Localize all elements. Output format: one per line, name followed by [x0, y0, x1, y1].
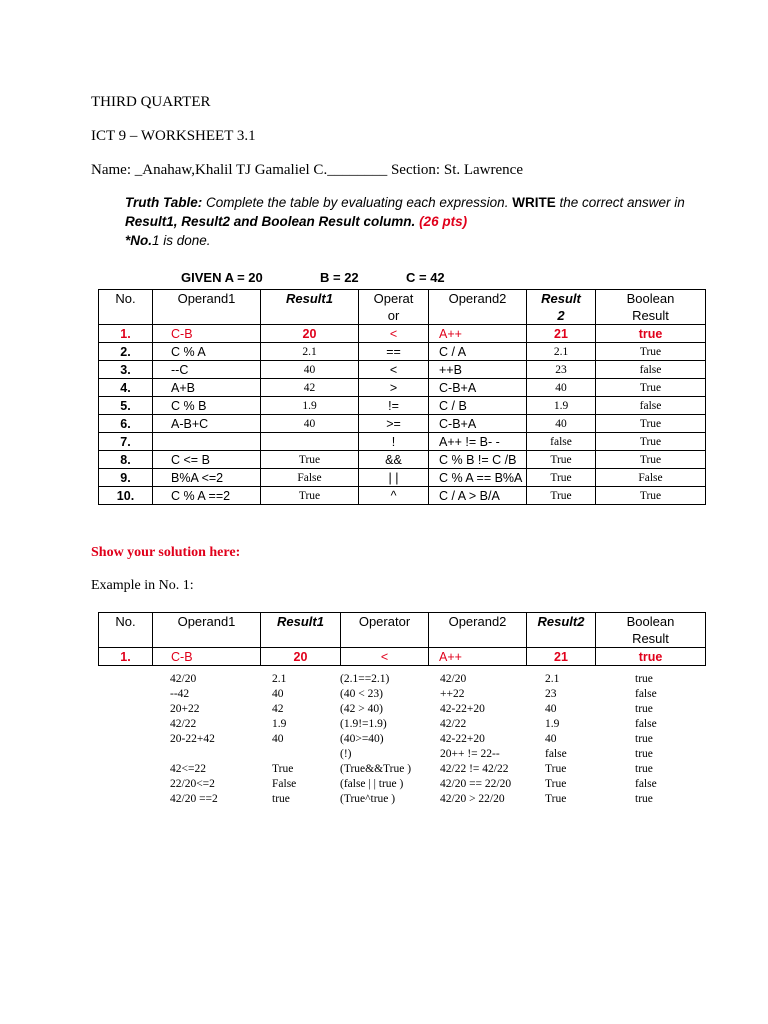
solution-line: (2.1==2.1): [340, 673, 390, 685]
row-operand2: C-B+A: [429, 379, 527, 397]
instructions-text-2: the correct answer in: [555, 195, 685, 210]
given-a: GIVEN A = 20: [181, 270, 263, 285]
solution-col-operator: [340, 672, 411, 807]
instructions-points: (26 pts): [415, 214, 468, 229]
row-operand2: A++: [429, 325, 527, 343]
solution-line: (!): [340, 748, 352, 760]
row-no: 8.: [99, 451, 153, 469]
solution-line: 40: [545, 733, 557, 745]
row-operator: >=: [359, 415, 429, 433]
row-operand1: B%A <=2: [153, 469, 261, 487]
row-operator: &&: [359, 451, 429, 469]
row-operator: | |: [359, 469, 429, 487]
header-result1: Result1: [261, 613, 341, 648]
table-row: [99, 397, 706, 415]
solution-line: false: [545, 748, 567, 760]
row-operand1: A+B: [153, 379, 261, 397]
header-operand2: Operand2: [429, 613, 527, 648]
given-c: C = 42: [406, 270, 445, 285]
solution-line: 42/20: [170, 673, 197, 685]
header-boolean-a: Boolean: [626, 291, 675, 306]
row-operator: ^: [359, 487, 429, 505]
solution-line: true: [635, 733, 653, 745]
row-operand1: A-B+C: [153, 415, 261, 433]
row-no: 5.: [99, 397, 153, 415]
row-no: 3.: [99, 361, 153, 379]
row-operator: <: [359, 325, 429, 343]
table-row: [99, 487, 706, 505]
row-result1: [261, 433, 359, 451]
truth-table: [98, 289, 706, 505]
header-operator-a: Operat: [373, 291, 414, 306]
header-result2: Result2: [527, 613, 596, 648]
header-operator: [359, 290, 429, 325]
row-operator: <: [341, 648, 429, 666]
table-row: [99, 361, 706, 379]
row-operand2: C / A: [429, 343, 527, 361]
solution-line: 42<=22: [170, 763, 206, 775]
solution-line: 23: [545, 688, 557, 700]
row-operand1: --C: [153, 361, 261, 379]
solution-line: (false | | true ): [340, 778, 404, 790]
table-row: [99, 415, 706, 433]
solution-heading: Show your solution here:: [91, 545, 241, 560]
solution-line: False: [272, 778, 297, 790]
row-result1: True: [261, 451, 359, 469]
solution-line: ++22: [440, 688, 465, 700]
instructions-line-3: [125, 233, 211, 248]
header-no: No.: [99, 290, 153, 325]
header-boolean: [596, 290, 706, 325]
instructions-text-1: Complete the table by evaluating each expression.: [202, 195, 513, 210]
row-boolean: True: [596, 415, 706, 433]
row-boolean: True: [596, 433, 706, 451]
header-result2: [527, 290, 596, 325]
row-no: 4.: [99, 379, 153, 397]
solution-line: [170, 747, 218, 762]
solution-line: 42/20: [440, 673, 467, 685]
row-result2: True: [527, 469, 596, 487]
row-boolean: true: [596, 325, 706, 343]
table-row: [99, 343, 706, 361]
row-boolean: True: [596, 343, 706, 361]
header-result2-b: 2: [557, 308, 565, 323]
solution-line: true: [272, 793, 290, 805]
row-result2: 21: [527, 325, 596, 343]
table-row: [99, 648, 706, 666]
example-label: Example in No. 1:: [91, 578, 194, 593]
solution-line: 40: [272, 688, 284, 700]
solution-line: 42/20 ==2: [170, 793, 218, 805]
header-boolean-b: Result: [632, 631, 669, 646]
solution-line: 40: [272, 733, 284, 745]
solution-line: (42 > 40): [340, 703, 383, 715]
row-boolean: True: [596, 451, 706, 469]
header-operand1: Operand1: [153, 613, 261, 648]
solution-line: true: [635, 748, 653, 760]
solution-line: 42/22: [170, 718, 197, 730]
row-operand1: C % A ==2: [153, 487, 261, 505]
solution-line: --42: [170, 688, 190, 700]
table-row: [99, 379, 706, 397]
row-operator: <: [359, 361, 429, 379]
solution-line: True: [545, 793, 567, 805]
solution-line: false: [635, 778, 657, 790]
row-result1: 20: [261, 648, 341, 666]
row-no: 10.: [99, 487, 153, 505]
solution-col-operand2: [440, 672, 511, 807]
row-result2: True: [527, 487, 596, 505]
table-row: [99, 469, 706, 487]
row-no: 2.: [99, 343, 153, 361]
header-operand1: Operand1: [153, 290, 261, 325]
solution-line: (1.9!=1.9): [340, 718, 387, 730]
row-operand2: C / B: [429, 397, 527, 415]
row-operand2: C-B+A: [429, 415, 527, 433]
solution-line: (40 < 23): [340, 688, 383, 700]
example-table: [98, 612, 706, 666]
row-result1: False: [261, 469, 359, 487]
row-operand2: A++ != B- -: [429, 433, 527, 451]
row-result2: True: [527, 451, 596, 469]
solution-col-result2: [545, 672, 567, 807]
quarter-heading: THIRD QUARTER: [91, 94, 211, 110]
row-no: 6.: [99, 415, 153, 433]
solution-line: 42-22+20: [440, 703, 485, 715]
row-operand2: C % A == B%A: [429, 469, 527, 487]
row-operand1: C % B: [153, 397, 261, 415]
header-boolean: [596, 613, 706, 648]
instructions-line-2: [125, 214, 467, 229]
header-operand2: Operand2: [429, 290, 527, 325]
solution-line: false: [635, 718, 657, 730]
solution-line: 42/20 == 22/20: [440, 778, 512, 790]
instructions-write: WRITE: [512, 195, 556, 210]
row-operand1: C % A: [153, 343, 261, 361]
header-boolean-a: Boolean: [626, 614, 675, 629]
row-boolean: True: [596, 379, 706, 397]
solution-line: 40: [545, 703, 557, 715]
row-operator: ==: [359, 343, 429, 361]
solution-line: 42/22: [440, 718, 467, 730]
solution-line: 42-22+20: [440, 733, 485, 745]
worksheet-title: ICT 9 – WORKSHEET 3.1: [91, 128, 256, 144]
row-boolean: false: [596, 397, 706, 415]
solution-line: 22/20<=2: [170, 778, 215, 790]
solution-line: true: [635, 763, 653, 775]
row-no: 9.: [99, 469, 153, 487]
instructions-note-bold: *No.: [125, 233, 152, 248]
solution-line: 20-22+42: [170, 733, 215, 745]
row-result2: 40: [527, 415, 596, 433]
row-result1: 40: [261, 361, 359, 379]
solution-col-operand1: [170, 672, 218, 807]
solution-line: 20+22: [170, 703, 200, 715]
row-no: 7.: [99, 433, 153, 451]
row-result1: 2.1: [261, 343, 359, 361]
row-operand2: C % B != C /B: [429, 451, 527, 469]
row-result2: 2.1: [527, 343, 596, 361]
instructions-note-rest: 1 is done.: [152, 233, 211, 248]
header-result2-a: Result: [541, 291, 581, 306]
solution-line: true: [635, 793, 653, 805]
table-row: [99, 451, 706, 469]
row-boolean: false: [596, 361, 706, 379]
row-result2: 40: [527, 379, 596, 397]
solution-line: True: [272, 763, 294, 775]
instructions-line-1: [125, 195, 685, 210]
solution-line: 42: [272, 703, 284, 715]
solution-line: 2.1: [545, 673, 560, 685]
row-boolean: true: [596, 648, 706, 666]
name-section-line: Name: _Anahaw,Khalil TJ Gamaliel C.________ Section: St. Lawrence: [91, 162, 523, 178]
solution-line: 20++ != 22--: [440, 748, 500, 760]
header-operator-b: or: [387, 308, 400, 323]
row-result1: 20: [261, 325, 359, 343]
row-operator: !=: [359, 397, 429, 415]
row-boolean: False: [596, 469, 706, 487]
row-result1: 42: [261, 379, 359, 397]
row-operand1: C-B: [153, 325, 261, 343]
solution-line: 2.1: [272, 673, 287, 685]
solution-line: (True^true ): [340, 793, 396, 805]
row-operand2: A++: [429, 648, 527, 666]
solution-line: true: [635, 703, 653, 715]
solution-line: (True&&True ): [340, 763, 412, 775]
solution-line: 1.9: [545, 718, 560, 730]
table-row: [99, 433, 706, 451]
example-table-header: [99, 613, 706, 648]
header-no: No.: [99, 613, 153, 648]
header-operator: Operator: [341, 613, 429, 648]
given-b: B = 22: [320, 270, 359, 285]
row-boolean: True: [596, 487, 706, 505]
solution-line: false: [635, 688, 657, 700]
solution-line: [272, 747, 296, 762]
row-result1: 1.9: [261, 397, 359, 415]
row-operand2: ++B: [429, 361, 527, 379]
solution-col-result1: [272, 672, 296, 807]
row-operator: >: [359, 379, 429, 397]
solution-line: true: [635, 673, 653, 685]
row-operand1: C-B: [153, 648, 261, 666]
row-no: 1.: [99, 325, 153, 343]
row-no: 1.: [99, 648, 153, 666]
solution-line: (40>=40): [340, 733, 384, 745]
row-operand2: C / A > B/A: [429, 487, 527, 505]
table-row: [99, 325, 706, 343]
row-result2: false: [527, 433, 596, 451]
header-boolean-b: Result: [632, 308, 669, 323]
row-operand1: [153, 433, 261, 451]
instructions-columns: Result1, Result2 and Boolean Result column.: [125, 214, 416, 229]
solution-line: 42/20 > 22/20: [440, 793, 505, 805]
solution-line: 42/22 != 42/22: [440, 763, 509, 775]
row-result2: 23: [527, 361, 596, 379]
header-result1: Result1: [261, 290, 359, 325]
row-result2: 1.9: [527, 397, 596, 415]
row-operand1: C <= B: [153, 451, 261, 469]
instructions-label: Truth Table:: [125, 195, 203, 210]
solution-line: 1.9: [272, 718, 287, 730]
row-operator: !: [359, 433, 429, 451]
row-result2: 21: [527, 648, 596, 666]
solution-col-boolean: [635, 672, 657, 807]
solution-line: True: [545, 763, 567, 775]
row-result1: True: [261, 487, 359, 505]
row-result1: 40: [261, 415, 359, 433]
solution-line: True: [545, 778, 567, 790]
truth-table-header: [99, 290, 706, 325]
